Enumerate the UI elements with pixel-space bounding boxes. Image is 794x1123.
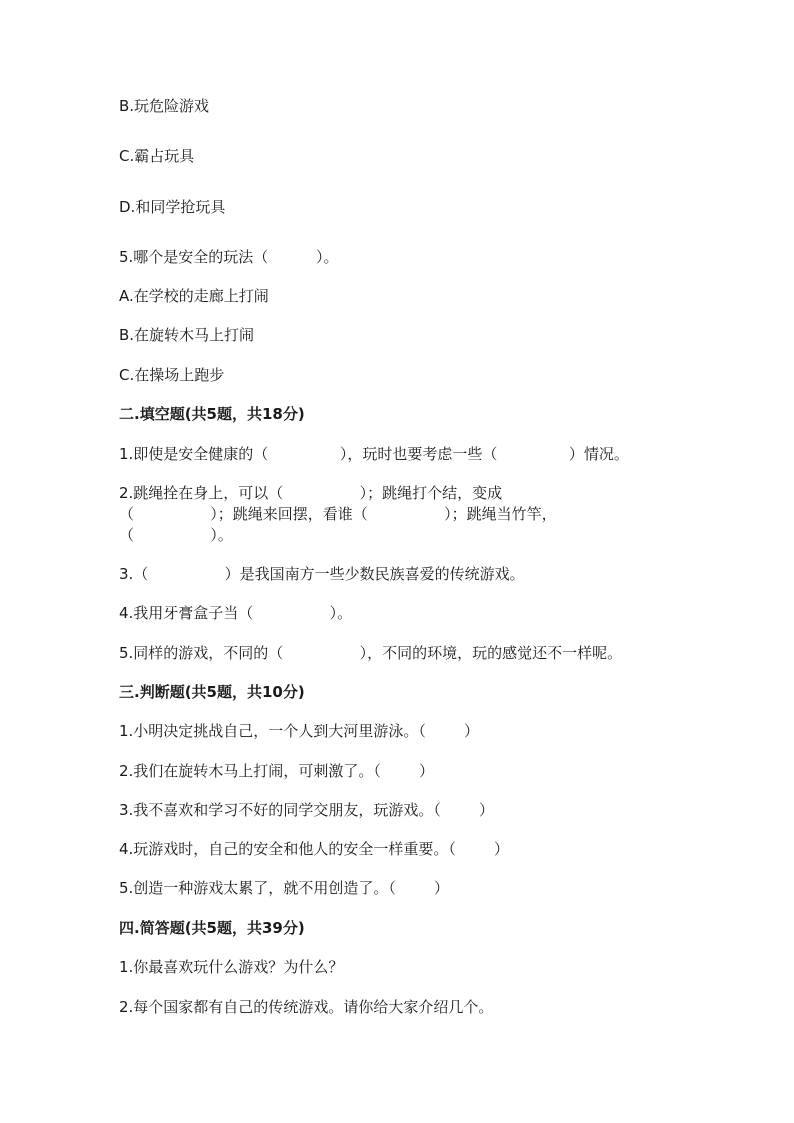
judge-q2: 2.我们在旋转木马上打闹，可刺激了。（ ）	[119, 762, 434, 780]
judge-q3: 3.我不喜欢和学习不好的同学交朋友，玩游戏。（ ）	[119, 801, 494, 819]
section-short-heading: 四.简答题(共5题，共39分)	[119, 919, 305, 937]
fill-q1: 1.即使是安全健康的（ ），玩时也要考虑一些（ ）情况。	[119, 445, 629, 463]
fill-q5: 5.同样的游戏，不同的（ ），不同的环境，玩的感觉还不一样呢。	[119, 644, 623, 662]
q4-option-c: C.霸占玩具	[119, 147, 195, 165]
short-q1: 1.你最喜欢玩什么游戏？为什么？	[119, 958, 344, 976]
q4-option-b: B.玩危险游戏	[119, 97, 210, 115]
q5-option-c: C.在操场上跑步	[119, 366, 225, 384]
fill-q3: 3.（ ）是我国南方一些少数民族喜爱的传统游戏。	[119, 565, 525, 583]
fill-q4: 4.我用牙膏盒子当（ ）。	[119, 604, 353, 622]
q5-option-b: B.在旋转木马上打闹	[119, 326, 255, 344]
section-fill-heading: 二.填空题(共5题，共18分)	[119, 405, 305, 423]
q4-option-d: D.和同学抢玩具	[119, 198, 226, 216]
judge-q1: 1.小明决定挑战自己，一个人到大河里游泳。（ ）	[119, 722, 479, 740]
judge-q4: 4.玩游戏时，自己的安全和他人的安全一样重要。（ ）	[119, 840, 509, 858]
judge-q5: 5.创造一种游戏太累了，就不用创造了。（ ）	[119, 879, 449, 897]
fill-q2-line2: （ ）；跳绳来回摆，看谁（ ）；跳绳当竹竿，	[119, 505, 557, 523]
fill-q2-line3: （ ）。	[119, 526, 233, 544]
short-q2: 2.每个国家都有自己的传统游戏。请你给大家介绍几个。	[119, 998, 494, 1016]
fill-q2-line1: 2.跳绳拴在身上，可以（ ）；跳绳打个结，变成	[119, 484, 503, 502]
q5-stem: 5.哪个是安全的玩法（ ）。	[119, 248, 339, 266]
q5-option-a: A.在学校的走廊上打闹	[119, 287, 269, 305]
section-judge-heading: 三.判断题(共5题，共10分)	[119, 683, 305, 701]
